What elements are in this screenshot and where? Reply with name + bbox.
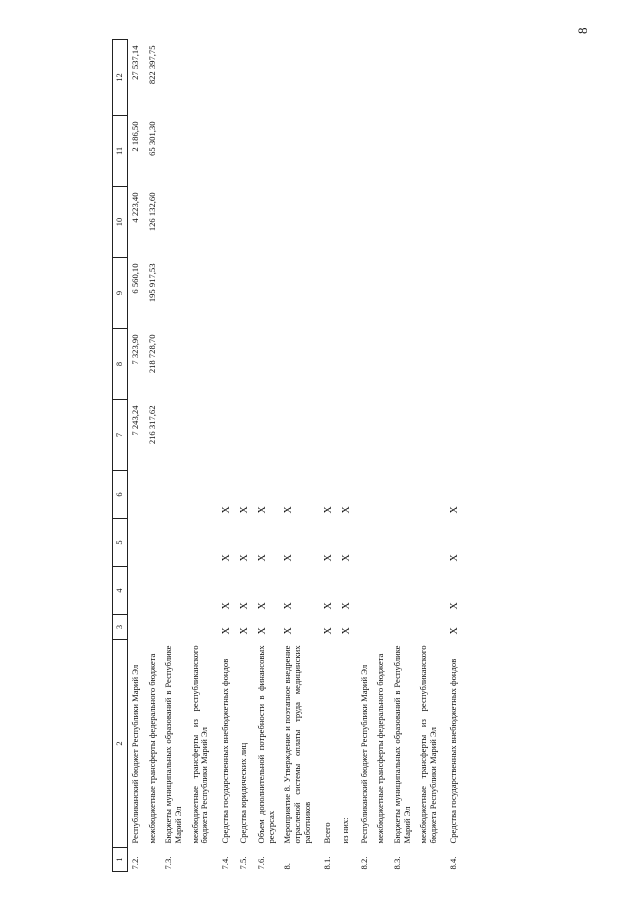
cell-col5: X [257,554,269,562]
cell-col4: X [257,602,269,610]
row-name: Средства юридических лиц [237,742,248,844]
cell-col9: 195 917,53 [146,263,157,303]
cell-col10 [390,187,416,258]
cell-col4: X [323,602,335,610]
cell-col3 [357,615,374,640]
cell-col11: 65 301,30 [146,121,157,156]
cell-col5: X [323,554,335,562]
cell-col4 [357,567,374,615]
cell-col3: X [283,627,295,635]
cell-col11 [236,116,254,187]
cell-col8 [416,329,446,400]
cell-col7: 216 317,62 [146,405,157,445]
cell-col5 [161,519,187,567]
row-number: 8. [282,863,293,870]
cell-col8: 7 323,90 [130,334,140,365]
cell-col10 [357,187,374,258]
cell-col5 [145,519,162,567]
table-row [338,40,356,872]
cell-col5 [128,519,145,567]
cell-col9 [390,258,416,329]
cell-col3 [145,615,162,640]
row-number: 7.2. [130,856,140,870]
cell-col7 [390,400,416,471]
cell-col7 [320,400,338,471]
cell-col7 [254,400,280,471]
cell-col12 [446,40,464,116]
cell-col6 [357,471,374,519]
cell-col12 [357,40,374,116]
row-name: межбюджетные трансферты из республиканского бюджета Республики Марий Эл [189,645,210,844]
cell-col5: X [449,554,461,562]
row-name: Объем дополнительной потребности в финансовых ресурсах [256,645,276,844]
cell-col7 [188,400,218,471]
table-body [128,40,465,872]
cell-col5: X [341,554,353,562]
table-row [357,40,374,872]
row-name: Бюджеты муниципальных образований в Республике Марий Эл [163,645,183,844]
cell-col10 [446,187,464,258]
cell-col6 [416,471,446,519]
cell-col3: X [341,627,353,635]
cell-col9 [320,258,338,329]
cell-col9 [446,258,464,329]
cell-col6 [188,471,218,519]
cell-col8 [338,329,356,400]
table-row [161,40,187,872]
cell-col4 [416,567,446,615]
cell-col8: 218 728,70 [146,334,157,374]
cell-col12 [320,40,338,116]
row-number: 7.3. [163,856,174,870]
cell-col5 [373,519,390,567]
row-number [188,848,218,872]
table-row [320,40,338,872]
cell-col8 [320,329,338,400]
column-header: 5 [113,519,128,567]
cell-col4 [145,567,162,615]
cell-col8 [446,329,464,400]
cell-col9 [280,258,320,329]
cell-col5: X [238,554,250,562]
cell-col7: 7 243,24 [130,405,140,436]
cell-col8 [236,329,254,400]
cell-col12: 27 537,14 [130,45,140,80]
row-name: Бюджеты муниципальных образований в Республике Марий Эл [391,645,412,844]
cell-col12 [218,40,236,116]
cell-col3: X [323,627,335,635]
cell-col6 [128,471,145,519]
cell-col8 [188,329,218,400]
row-name: Мероприятие 8. Утверждение и поэтапное внедрение отраслевой системы оплаты труда медицинских работников [282,645,312,844]
cell-col12 [416,40,446,116]
column-header: 8 [113,329,128,400]
cell-col10 [188,187,218,258]
cell-col6: X [341,506,353,514]
table-row [416,40,446,872]
row-name: Средства государственных внебюджетных фондов [448,658,459,844]
cell-col3 [161,615,187,640]
cell-col9 [254,258,280,329]
table-row [390,40,416,872]
cell-col10 [416,187,446,258]
cell-col8 [280,329,320,400]
cell-col8 [218,329,236,400]
cell-col11: 2 186,50 [130,121,140,152]
page-number: 8 [575,27,590,34]
cell-col9 [416,258,446,329]
row-name: межбюджетные трансферты федерального бюджета [146,653,157,844]
cell-col5: X [283,554,295,562]
row-name: Республиканский бюджет Республики Марий Эл [358,664,369,844]
cell-col11 [280,116,320,187]
cell-col3 [416,615,446,640]
cell-col12 [236,40,254,116]
cell-col4 [161,567,187,615]
column-header: 11 [113,116,128,187]
table-row [236,40,254,872]
cell-col10 [254,187,280,258]
cell-col9 [218,258,236,329]
cell-col9 [373,258,390,329]
cell-col10: 4 223,40 [130,192,140,223]
cell-col12: 822 397,75 [146,45,157,85]
cell-col8 [161,329,187,400]
cell-col12 [338,40,356,116]
cell-col9: 6 560,10 [130,263,140,294]
row-number: 7.6. [256,856,267,870]
table-row [218,40,236,872]
cell-col7 [338,400,356,471]
cell-col6 [145,471,162,519]
table-row [188,40,218,872]
cell-col9 [338,258,356,329]
cell-col3: X [238,627,250,635]
cell-col7 [280,400,320,471]
table-row [446,40,464,872]
cell-col11 [446,116,464,187]
row-name: Республиканский бюджет Республики Марий Эл [130,664,140,844]
cell-col6: X [238,506,250,514]
cell-col9 [188,258,218,329]
row-name: Средства государственных внебюджетных фондов [219,658,230,844]
cell-col5 [390,519,416,567]
cell-col10 [338,187,356,258]
cell-col11 [373,116,390,187]
cell-col12 [161,40,187,116]
column-header: 3 [113,615,128,640]
table-row [128,40,145,872]
cell-col4: X [341,602,353,610]
cell-col12 [280,40,320,116]
cell-col7 [218,400,236,471]
row-name: межбюджетные трансферты федерального бюджета [375,653,386,844]
cell-col11 [416,116,446,187]
cell-col4: X [283,602,295,610]
cell-col10 [161,187,187,258]
table-row [254,40,280,872]
row-number [373,848,390,872]
cell-col11 [254,116,280,187]
cell-col9 [161,258,187,329]
cell-col6: X [220,506,232,514]
cell-col6 [373,471,390,519]
cell-col10 [280,187,320,258]
cell-col7 [161,400,187,471]
row-number: 8.3. [391,856,402,870]
cell-col10: 126 132,60 [146,192,157,232]
cell-col3: X [449,627,461,635]
cell-col5: X [220,554,232,562]
cell-col11 [357,116,374,187]
cell-col4 [390,567,416,615]
cell-col12 [390,40,416,116]
column-header: 7 [113,400,128,471]
cell-col4 [373,567,390,615]
cell-col11 [218,116,236,187]
cell-col3: X [220,627,232,635]
cell-col5 [416,519,446,567]
cell-col6 [161,471,187,519]
column-header: 9 [113,258,128,329]
cell-col10 [236,187,254,258]
cell-col7 [416,400,446,471]
row-number [338,848,356,872]
cell-col7 [357,400,374,471]
cell-col8 [254,329,280,400]
row-number [416,848,446,872]
cell-col5 [188,519,218,567]
table-row [145,40,162,872]
cell-col9 [236,258,254,329]
column-header: 4 [113,567,128,615]
cell-col11 [390,116,416,187]
column-header: 2 [113,640,128,848]
cell-col3: X [257,627,269,635]
cell-col3 [128,615,145,640]
cell-col4: X [220,602,232,610]
cell-col8 [390,329,416,400]
cell-col3 [390,615,416,640]
column-header: 6 [113,471,128,519]
cell-col4 [188,567,218,615]
cell-col6: X [323,506,335,514]
cell-col12 [373,40,390,116]
table-row [373,40,390,872]
cell-col3 [373,615,390,640]
cell-col6: X [283,506,295,514]
cell-col4 [128,567,145,615]
row-number: 8.2. [358,856,369,870]
row-number: 7.4. [219,856,230,870]
cell-col3 [188,615,218,640]
column-header: 10 [113,187,128,258]
cell-col4: X [449,602,461,610]
row-name: межбюджетные трансферты из республиканского бюджета Республики Марий Эл [418,645,438,844]
budget-table [112,39,465,872]
row-number: 8.4. [448,856,459,870]
cell-col12 [254,40,280,116]
column-header: 1 [113,848,128,872]
cell-col8 [373,329,390,400]
rotated-table-container [112,40,639,872]
cell-col10 [320,187,338,258]
row-number: 8.1. [322,856,333,870]
cell-col11 [320,116,338,187]
cell-col7 [236,400,254,471]
cell-col5 [357,519,374,567]
cell-col4: X [238,602,250,610]
cell-col6: X [257,506,269,514]
cell-col6 [390,471,416,519]
row-number: 7.5. [237,856,248,870]
cell-col7 [373,400,390,471]
cell-col7 [446,400,464,471]
cell-col8 [357,329,374,400]
cell-col11 [338,116,356,187]
cell-col10 [218,187,236,258]
row-name: Всего [322,822,333,844]
cell-col11 [161,116,187,187]
column-number-row [113,40,128,872]
cell-col6: X [449,506,461,514]
row-number [145,848,162,872]
column-header: 12 [113,40,128,116]
table-row [280,40,320,872]
cell-col12 [188,40,218,116]
cell-col10 [373,187,390,258]
cell-col11 [188,116,218,187]
row-name: из них: [340,817,351,844]
cell-col9 [357,258,374,329]
